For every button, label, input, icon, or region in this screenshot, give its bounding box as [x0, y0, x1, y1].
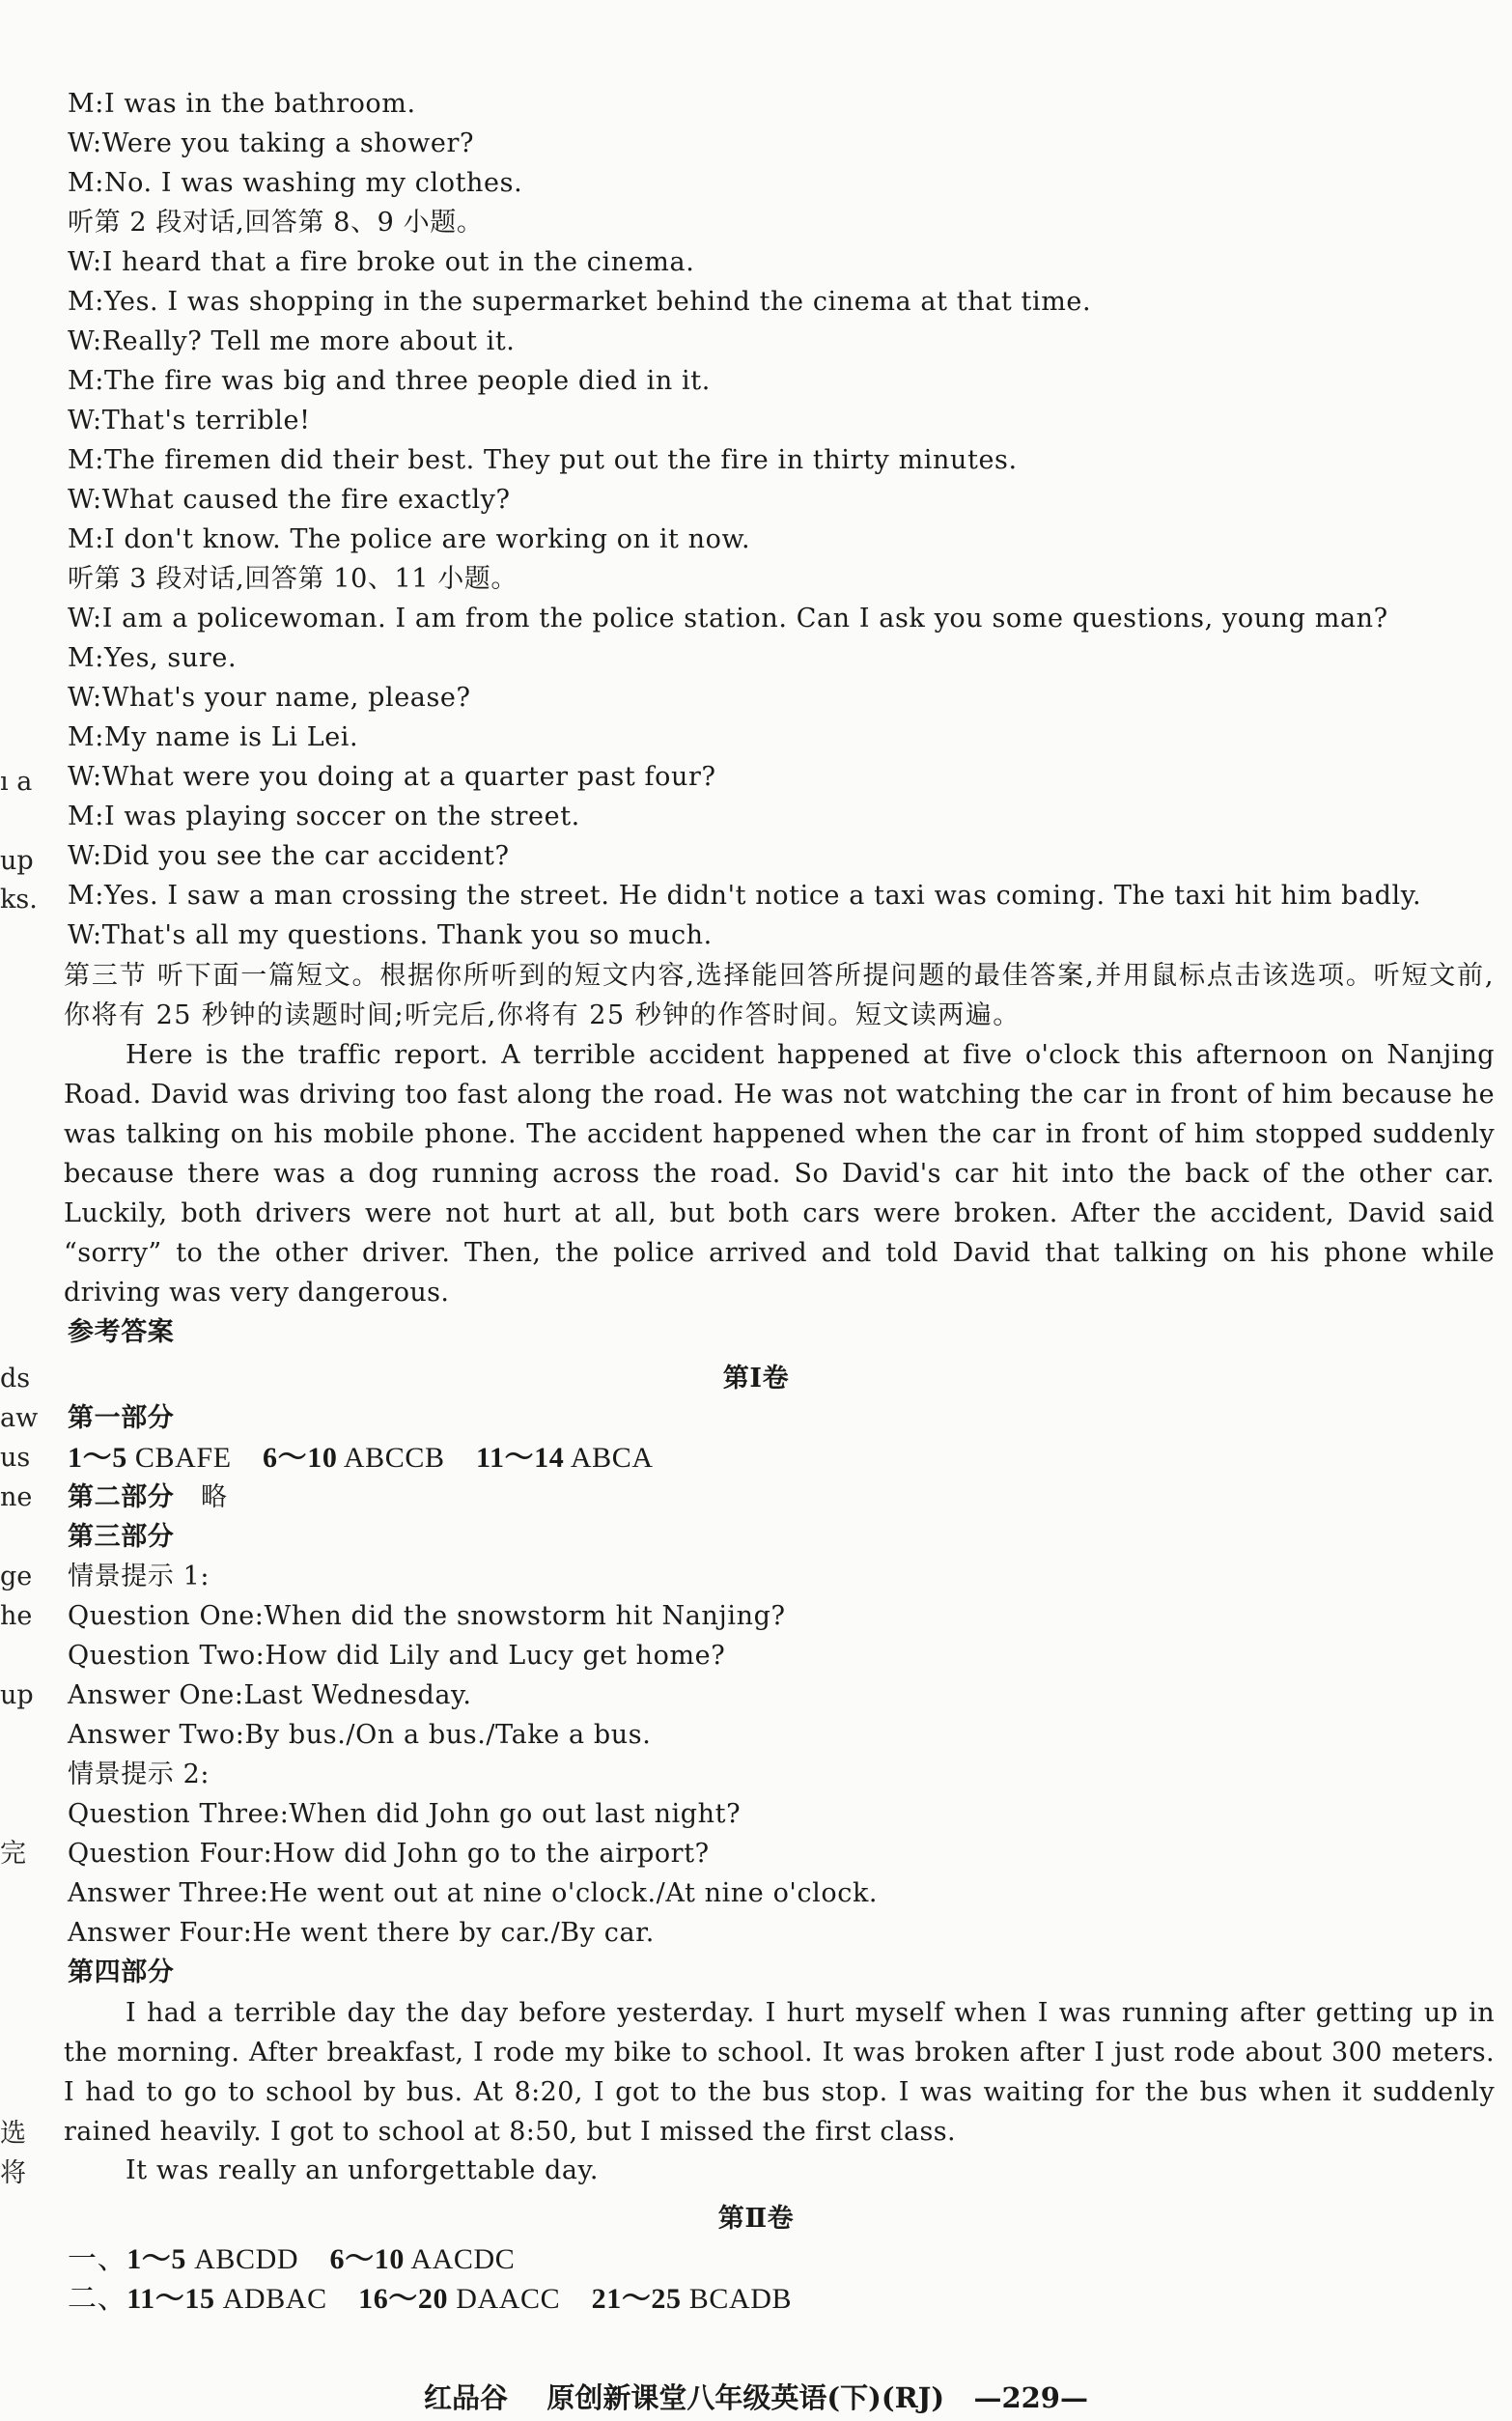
dialogue-line: M:The firemen did their best. They put out the fire in thirty minutes.	[68, 445, 1018, 475]
part-3-heading: 第三部分	[68, 1522, 175, 1552]
dialogue-line: W:I am a policewoman. I am from the police station. Can I ask you some questions, young man?	[68, 604, 1388, 633]
margin-fragment: ks.	[0, 885, 38, 915]
dialogue-line: M:I was playing soccer on the street.	[68, 802, 580, 831]
dialogue-line: M:Yes. I was shopping in the supermarket behind the cinema at that time.	[68, 287, 1092, 317]
footer-brand: 红品谷	[424, 2381, 509, 2414]
scenario-label: 情景提示 1:	[68, 1562, 210, 1591]
essay-paragraph: It was really an unforgettable day.	[126, 2155, 600, 2185]
answer-range: 6～10	[263, 1442, 338, 1474]
dialogue-line: M:No. I was washing my clothes.	[68, 168, 523, 198]
scenario-label: 情景提示 2:	[68, 1759, 210, 1789]
answer-key: ABCCB	[343, 1442, 445, 1474]
volume-2-answers-1	[68, 2240, 1495, 2279]
answer-range: 6～10	[329, 2243, 405, 2275]
answer-range: 21～25	[591, 2283, 682, 2315]
section-heading: 听第 2 段对话,回答第 8、9 小题。	[68, 208, 484, 238]
section-heading: 听第 3 段对话,回答第 10、11 小题。	[68, 564, 518, 594]
answer-range: 1～5	[126, 2243, 187, 2275]
qa-line: Question Four:How did John go to the airport?	[68, 1839, 710, 1869]
dialogue-line: W:Really? Tell me more about it.	[68, 326, 516, 356]
passage-text: Here is the traffic report. A terrible accident happened at five o'clock this afternoon on Nanjing Road. David was driving too fast along the road. He was not watching the car in front of him because he was talking on his mobile phone. The accident happened when the car in front of him stopped suddenly because there was a dog running across the road. So David's car hit into the back of the other car. Luckily, both drivers were not hurt at all, but both cars were broken. After the accident, David said “sorry” to the other driver. Then, the police arrived and told David that talking on his phone while driving was very dangerous.	[64, 1040, 1495, 1308]
margin-fragment: 完	[0, 1839, 26, 1869]
part-1-answers	[68, 1439, 1495, 1478]
margin-fragment: ge	[0, 1562, 33, 1591]
part-4-heading: 第四部分	[68, 1957, 175, 1987]
answer-key: BCADB	[688, 2283, 793, 2315]
margin-fragment: us	[0, 1443, 31, 1473]
margin-fragment: ı a	[0, 767, 33, 797]
footer-title: 原创新课堂八年级英语(下)(RJ)	[546, 2381, 945, 2414]
answer-prefix: 一、	[68, 2243, 127, 2275]
qa-line: Answer Four:He went there by car./By car.	[68, 1918, 655, 1948]
dialogue-line: W:What were you doing at a quarter past four?	[68, 762, 716, 792]
dialogue-line: W:I heard that a fire broke out in the cinema.	[68, 247, 695, 277]
qa-line: Question One:When did the snowstorm hit Nanjing?	[68, 1601, 786, 1631]
answer-range: 16～20	[358, 2283, 449, 2315]
answers-heading: 参考答案	[68, 1317, 175, 1347]
qa-line: Answer Two:By bus./On a bus./Take a bus.	[68, 1720, 652, 1750]
essay-paragraph: I had a terrible day the day before yesterday. I hurt myself when I was running after getting up in the morning. After breakfast, I rode my bike to school. It was broken after I just rode about 300 meters. I had to go to school by bus. At 8:20, I got to the bus stop. I was waiting for the bus when it suddenly rained heavily. I got to school at 8:50, but I missed the first class.	[64, 1998, 1495, 2147]
margin-fragment: 将	[0, 2158, 26, 2188]
qa-line: Question Two:How did Lily and Lucy get home?	[68, 1641, 726, 1671]
margin-fragment: up	[0, 1680, 34, 1710]
dialogue-line: W:Did you see the car accident?	[68, 841, 510, 871]
qa-line: Answer One:Last Wednesday.	[68, 1680, 472, 1710]
answer-key: AACDC	[410, 2243, 516, 2275]
answer-key: ADBAC	[222, 2283, 327, 2315]
volume-2-heading: 第Ⅱ卷	[717, 2204, 795, 2234]
margin-fragment: aw	[0, 1403, 39, 1433]
answer-key: DAACC	[456, 2283, 561, 2315]
dialogue-line: W:What's your name, please?	[68, 683, 471, 713]
answer-range: 1～5	[68, 1442, 127, 1474]
margin-fragment: ds	[0, 1364, 31, 1393]
part-2-line	[68, 1478, 1495, 1517]
part-2-note: 略	[200, 1482, 228, 1512]
dialogue-line: W:Were you taking a shower?	[68, 128, 475, 158]
dialogue-line: M:I was in the bathroom.	[68, 89, 416, 119]
answer-range: 11～14	[476, 1442, 565, 1474]
margin-fragment: up	[0, 846, 34, 876]
margin-fragment: he	[0, 1601, 33, 1631]
dialogue-line: M:The fire was big and three people died in it.	[68, 366, 711, 396]
answer-key: ABCDD	[194, 2243, 299, 2275]
listening-instruction: 第三节 听下面一篇短文。根据你所听到的短文内容,选择能回答所提问题的最佳答案,并用鼠标点击该选项。听短文前,你将有 25 秒钟的读题时间;听完后,你将有 25 秒钟的作答时间。短文读两遍。	[64, 961, 1495, 1030]
page-footer	[0, 2377, 1512, 2416]
dialogue-line: W:That's terrible!	[68, 406, 311, 436]
answer-key: ABCA	[570, 1442, 654, 1474]
answer-range: 11～15	[126, 2283, 215, 2315]
dialogue-line: W:What caused the fire exactly?	[68, 485, 511, 515]
qa-line: Question Three:When did John go out last night?	[68, 1799, 742, 1829]
volume-1-heading: 第Ⅰ卷	[722, 1364, 790, 1393]
answer-key: CBAFE	[134, 1442, 232, 1474]
margin-fragment: 选	[0, 2119, 26, 2149]
dialogue-line: W:That's all my questions. Thank you so much.	[68, 920, 713, 950]
part-2-heading: 第二部分	[68, 1482, 175, 1512]
dialogue-line: M:I don't know. The police are working on it now.	[68, 524, 751, 554]
answer-prefix: 二、	[68, 2283, 127, 2315]
qa-line: Answer Three:He went out at nine o'clock./At nine o'clock.	[68, 1878, 879, 1908]
dialogue-line: M:My name is Li Lei.	[68, 722, 359, 752]
page-number: —229—	[973, 2381, 1088, 2414]
dialogue-line: M:Yes, sure.	[68, 643, 238, 673]
volume-2-answers-2	[68, 2280, 1495, 2319]
part-1-heading: 第一部分	[68, 1403, 175, 1433]
margin-fragment: ne	[0, 1482, 33, 1512]
dialogue-line: M:Yes. I saw a man crossing the street. He didn't notice a taxi was coming. The taxi hit him badly.	[68, 881, 1422, 911]
